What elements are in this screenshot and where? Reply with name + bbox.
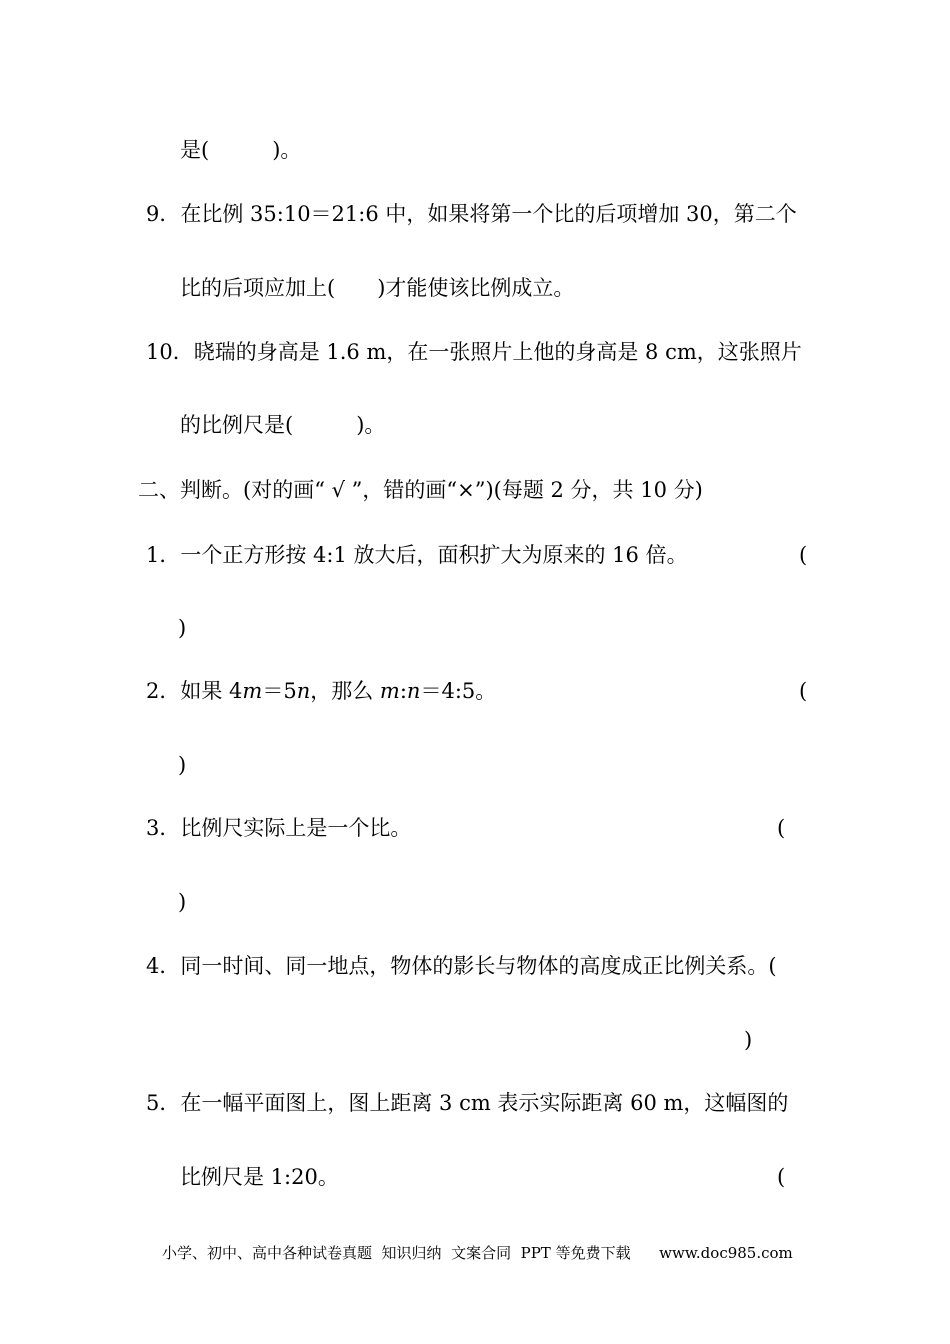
- judge5-line1: 5．在一幅平面图上，图上距离 3 cm 表示实际距离 60 m，这幅图的: [146, 1091, 789, 1115]
- q8-tail-line: 是( )。: [180, 138, 302, 162]
- judge1-text: 1．一个正方形按 4:1 放大后，面积扩大为原来的 16 倍。: [146, 543, 688, 567]
- judge3-open-paren: (: [777, 816, 786, 840]
- judge4-close-paren: ): [744, 1028, 753, 1052]
- q9-line1: 9．在比例 35:10＝21:6 中，如果将第一个比的后项增加 30，第二个: [146, 202, 797, 226]
- q9-line2: 比的后项应加上( )才能使该比例成立。: [180, 276, 575, 300]
- judge2-open-paren: (: [799, 679, 808, 703]
- judge1-close-paren: ): [178, 616, 187, 640]
- judge3-text: 3．比例尺实际上是一个比。: [146, 816, 412, 840]
- q10-line1: 10．晓瑞的身高是 1.6 m，在一张照片上他的身高是 8 cm，这张照片: [146, 340, 802, 364]
- judge5-line2: 比例尺是 1:20。: [180, 1165, 339, 1189]
- judge2-close-paren: ): [178, 753, 187, 777]
- judge5-open-paren: (: [777, 1165, 786, 1189]
- judge1-open-paren: (: [799, 543, 808, 567]
- judge2-text: 2．如果 4m＝5n，那么 m:n＝4:5。: [146, 679, 497, 703]
- judge3-close-paren: ): [178, 890, 187, 914]
- section2-heading: 二、判断。(对的画“ √ ”，错的画“×”)(每题 2 分，共 10 分): [138, 478, 703, 502]
- judge4-text: 4．同一时间、同一地点，物体的影长与物体的高度成正比例关系。(: [146, 954, 777, 978]
- q10-line2: 的比例尺是( )。: [180, 413, 386, 437]
- footer-text: 小学、初中、高中各种试卷真题 知识归纳 文案合同 PPT 等免费下载 www.doc985.com: [162, 1244, 793, 1262]
